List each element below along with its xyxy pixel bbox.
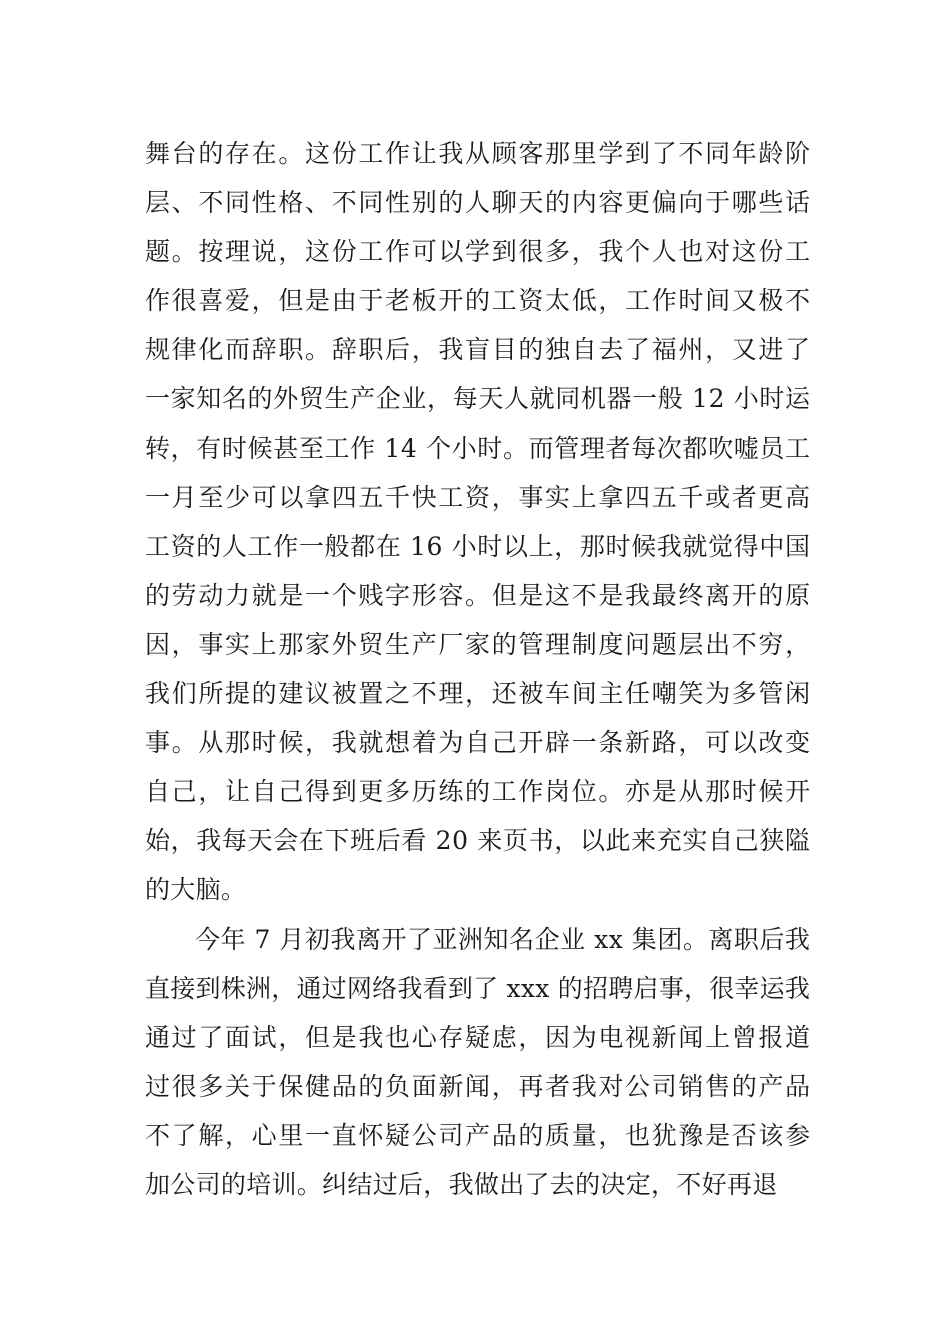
text-line: 的劳动力就是一个贱字形容。但是这不是我最终离开的原 <box>145 580 812 610</box>
text-line: 我们所提的建议被置之不理，还被车间主任嘲笑为多管闲 <box>145 679 812 709</box>
text-line: 事。从那时候，我就想着为自己开辟一条新路，可以改变 <box>145 728 812 758</box>
document-body <box>145 129 810 1209</box>
text-line: 的大脑。 <box>145 875 247 905</box>
text-line: 规律化而辞职。辞职后，我盲目的独自去了福州，又进了 <box>145 335 812 365</box>
text-line: 通过了面试，但是我也心存疑虑，因为电视新闻上曾报道 <box>145 1022 812 1052</box>
text-line: 一家知名的外贸生产企业，每天人就同机器一般 12 小时运 <box>145 384 811 414</box>
text-line: 作很喜爱，但是由于老板开的工资太低，工作时间又极不 <box>145 286 812 316</box>
text-line: 层、不同性格、不同性别的人聊天的内容更偏向于哪些话 <box>145 188 812 218</box>
text-line: 直接到株洲，通过网络我看到了 xxx 的招聘启事，很幸运我 <box>145 973 811 1003</box>
text-line: 题。按理说，这份工作可以学到很多，我个人也对这份工 <box>145 237 812 267</box>
text-line: 一月至少可以拿四五千快工资，事实上拿四五千或者更高 <box>145 482 812 512</box>
text-line: 加公司的培训。纠结过后，我做出了去的决定，不好再退 <box>145 1169 778 1199</box>
paragraph-1 <box>145 129 810 915</box>
text-line: 过很多关于保健品的负面新闻，再者我对公司销售的产品 <box>145 1071 812 1101</box>
text-line: 因，事实上那家外贸生产厂家的管理制度问题层出不穷， <box>145 629 812 659</box>
text-line: 舞台的存在。这份工作让我从顾客那里学到了不同年龄阶 <box>145 139 812 168</box>
text-line: 自己，让自己得到更多历练的工作岗位。亦是从那时候开 <box>145 777 812 807</box>
text-line: 工资的人工作一般都在 16 小时以上，那时候我就觉得中国 <box>145 531 811 561</box>
text-line-indented: 今年 7 月初我离开了亚洲知名企业 xx 集团。离职后我 <box>195 924 811 954</box>
text-line: 不了解，心里一直怀疑公司产品的质量，也犹豫是否该参 <box>145 1120 812 1150</box>
paragraph-2 <box>145 915 810 1210</box>
text-line: 始，我每天会在下班后看 20 来页书，以此来充实自己狭隘 <box>145 826 811 856</box>
text-line: 转，有时候甚至工作 14 个小时。而管理者每次都吹嘘员工 <box>145 433 811 463</box>
